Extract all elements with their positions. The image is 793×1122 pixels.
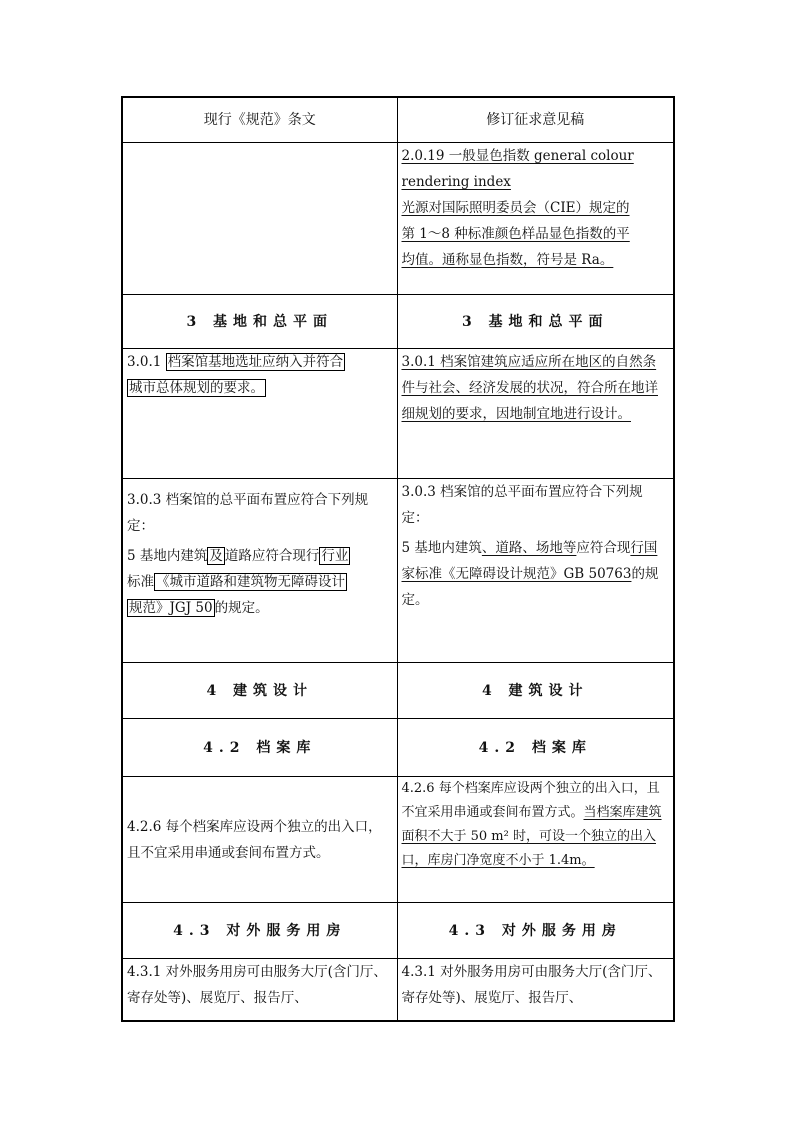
clause-text: 4.2.6 每个档案库应设两个独立的出入口，且不宜采用串通或套间布置方式。: [401, 781, 660, 820]
table-row-431: [122, 959, 674, 1021]
cell-current-426: [122, 777, 397, 903]
clause-text: 4.2.6 每个档案库应设两个独立的出入口，且不宜采用串通或套间布置方式。: [127, 818, 382, 861]
section-4-left: 4 建筑设计: [122, 663, 397, 719]
cell-current-301: [122, 349, 397, 479]
section-row-3: [122, 295, 674, 349]
text-run: 5 基地内建筑: [127, 548, 208, 564]
cell-revised-301: [397, 349, 674, 479]
cell-current-2019: [122, 143, 397, 295]
table-header-row: [122, 97, 674, 143]
underlined-text: 3.0.1 档案馆建筑应适应所在地区的自然条件与社会、经济发展的状况，符合所在地详细规划的要求，因地制宜地进行设计。: [401, 354, 658, 422]
text-run: 的规定。: [214, 600, 269, 616]
clause-number: 3.0.1: [127, 354, 162, 370]
boxed-text: 行业: [321, 548, 349, 564]
boxed-text: 规范》JGJ 50: [129, 600, 213, 616]
section-row-42: [122, 719, 674, 777]
cell-current-431: [122, 959, 397, 1021]
text-run: 道路应符合现行: [224, 548, 320, 564]
text-run: 5 基地内建筑: [401, 540, 482, 556]
section-43-left: 4.3 对外服务用房: [122, 903, 397, 959]
boxed-text: 及: [209, 548, 223, 564]
clause-item-5: [127, 543, 393, 621]
boxed-text: 城市总体规划的要求。: [129, 380, 264, 396]
section-3-left: 3 基地和总平面: [122, 295, 397, 349]
section-row-43: [122, 903, 674, 959]
cell-revised-2019: [397, 143, 674, 295]
comparison-table: [121, 96, 675, 1022]
clause-text: 4.3.1 对外服务用房可由服务大厅(含门厅、寄存处等)、展览厅、报告厅、: [401, 964, 662, 1006]
cell-revised-426: [397, 777, 674, 903]
section-42-left: 4.2 档案库: [122, 719, 397, 777]
boxed-text: 《城市道路和建筑物无障碍设计: [156, 574, 345, 590]
clause-intro: 3.0.3 档案馆的总平面布置应符合下列规定：: [127, 492, 369, 534]
header-revised: 修订征求意见稿: [397, 97, 674, 143]
text-2019-l3: 光源对国际照明委员会（CIE）规定的: [401, 200, 630, 216]
text-2019-l1: 2.0.19 一般显色指数 general colour: [401, 148, 634, 164]
underlined-text: 、道路: [481, 540, 523, 556]
underlined-text: 当档案库建筑面积不大于 50 m² 时，可设一个独立的出入口，库房门净宽度不小于 1.4m。: [401, 805, 662, 868]
underlined-text: 行国家标准《无障碍设计规范》GB 50763: [401, 540, 658, 582]
table-row-301: [122, 349, 674, 479]
text-run: 标准: [127, 574, 154, 590]
cell-current-303: [122, 479, 397, 663]
table-row-2019: [122, 143, 674, 295]
section-row-4: [122, 663, 674, 719]
text-2019-l4: 第 1～8 种标准颜色样品显色指数的平: [401, 226, 630, 242]
text-run: 应符合现: [576, 540, 631, 556]
cell-revised-431: [397, 959, 674, 1021]
clause-intro: 3.0.3 档案馆的总平面布置应符合下列规定：: [401, 484, 643, 526]
table-row-303: [122, 479, 674, 663]
underlined-text: 、场地等: [522, 540, 577, 556]
text-2019-l2: rendering index: [401, 174, 511, 190]
cell-revised-303: [397, 479, 674, 663]
text-run: 的规定。: [401, 566, 659, 608]
header-current: 现行《规范》条文: [122, 97, 397, 143]
section-43-right: 4.3 对外服务用房: [397, 903, 674, 959]
table-row-426: [122, 777, 674, 903]
boxed-text: 档案馆基地选址应纳入并符合: [167, 354, 344, 370]
section-4-right: 4 建筑设计: [397, 663, 674, 719]
text-2019-l5: 均值。通称显色指数，符号是 Ra。: [401, 252, 614, 268]
section-3-right: 3 基地和总平面: [397, 295, 674, 349]
clause-item-5: [402, 535, 670, 613]
clause-text: 4.3.1 对外服务用房可由服务大厅(含门厅、寄存处等)、展览厅、报告厅、: [127, 964, 387, 1006]
section-42-right: 4.2 档案库: [397, 719, 674, 777]
